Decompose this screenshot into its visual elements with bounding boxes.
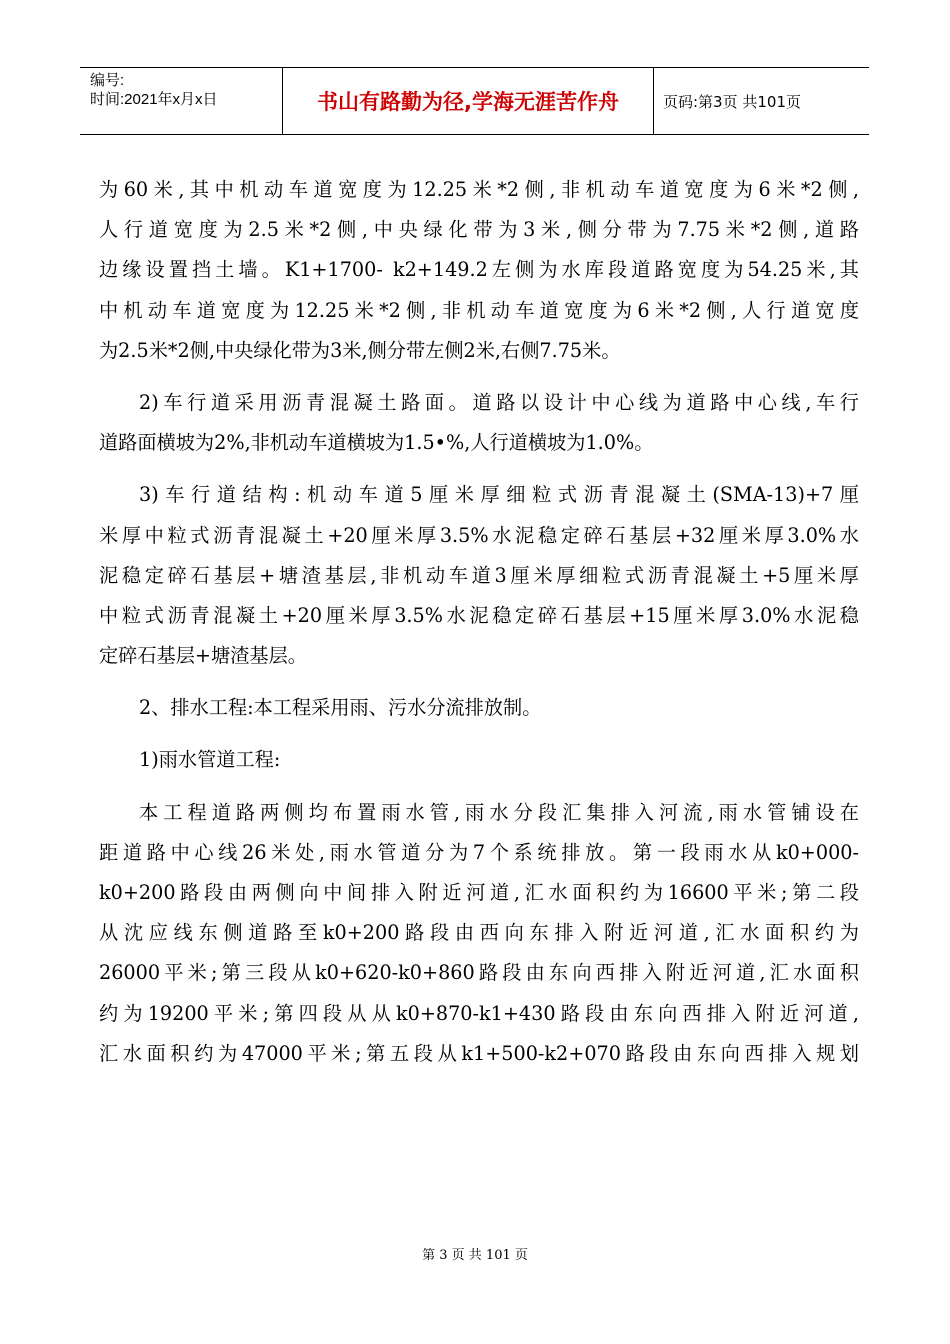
- text-line: 人行道宽度为2.5米*2侧,中央绿化带为3米,侧分带为7.75米*2侧,道路: [99, 218, 859, 242]
- section-heading: 2、排水工程:本工程采用雨、污水分流排放制。: [139, 696, 542, 720]
- page-footer: 第 3 页 共 101 页: [422, 1248, 528, 1263]
- text-line: 3)车行道结构:机动车道5厘米厚细粒式沥青混凝土(SMA-13)+7厘: [139, 483, 859, 507]
- header-page-info: 页码:第3页 共101页: [663, 92, 801, 111]
- document-header: [80, 67, 869, 135]
- text-line: 距道路中心线26米处,雨水管道分为7个系统排放。第一段雨水从k0+000-: [99, 840, 859, 864]
- text-line: 本工程道路两侧均布置雨水管,雨水分段汇集排入河流,雨水管铺设在: [139, 800, 859, 824]
- document-number-label: 编号:: [90, 72, 125, 89]
- text-line: 边缘设置挡土墙。K1+1700- k2+149.2左侧为水库段道路宽度为54.25米,其: [99, 258, 859, 282]
- text-line: 约为19200平米;第四段从从k0+870-k1+430路段由东向西排入附近河道,: [99, 1001, 859, 1025]
- text-line: 泥稳定碎石基层+塘渣基层,非机动车道3厘米厚细粒式沥青混凝土+5厘米厚: [99, 563, 859, 587]
- text-line: 米厚中粒式沥青混凝土+20厘米厚3.5%水泥稳定碎石基层+32厘米厚3.0%水: [99, 523, 859, 547]
- text-line: 为60米,其中机动车道宽度为12.25米*2侧,非机动车道宽度为6米*2侧,: [99, 178, 859, 201]
- text-line: 从沈应线东侧道路至k0+200路段由西向东排入附近河道,汇水面积约为: [99, 921, 859, 945]
- text-line: 中粒式沥青混凝土+20厘米厚3.5%水泥稳定碎石基层+15厘米厚3.0%水泥稳: [99, 603, 859, 627]
- header-motto: 书山有路勤为径,学海无涯苦作舟: [283, 68, 654, 134]
- text-line: 26000平米;第三段从k0+620-k0+860路段由东向西排入附近河道,汇水面积: [99, 961, 859, 985]
- text-line: k0+200路段由两侧向中间排入附近河道,汇水面积约为16600平米;第二段: [99, 881, 859, 904]
- text-line: 2)车行道采用沥青混凝土路面。道路以设计中心线为道路中心线,车行: [139, 390, 859, 414]
- header-meta-cell: [80, 68, 283, 134]
- subsection-heading: 1)雨水管道工程:: [139, 748, 281, 772]
- text-line: 定碎石基层+塘渣基层。: [99, 644, 307, 668]
- document-body: [99, 170, 859, 1074]
- document-date-label: 时间:2021年x月x日: [90, 91, 218, 108]
- text-line: 道路面横坡为2%,非机动车道横坡为1.5•%,人行道横坡为1.0%。: [99, 431, 654, 455]
- text-line: 汇水面积约为47000平米;第五段从k1+500-k2+070路段由东向西排入规划: [99, 1041, 859, 1065]
- text-line: 为2.5米*2侧,中央绿化带为3米,侧分带左侧2米,右侧7.75米。: [99, 338, 621, 362]
- text-line: 中机动车道宽度为12.25米*2侧,非机动车道宽度为6米*2侧,人行道宽度: [99, 298, 859, 322]
